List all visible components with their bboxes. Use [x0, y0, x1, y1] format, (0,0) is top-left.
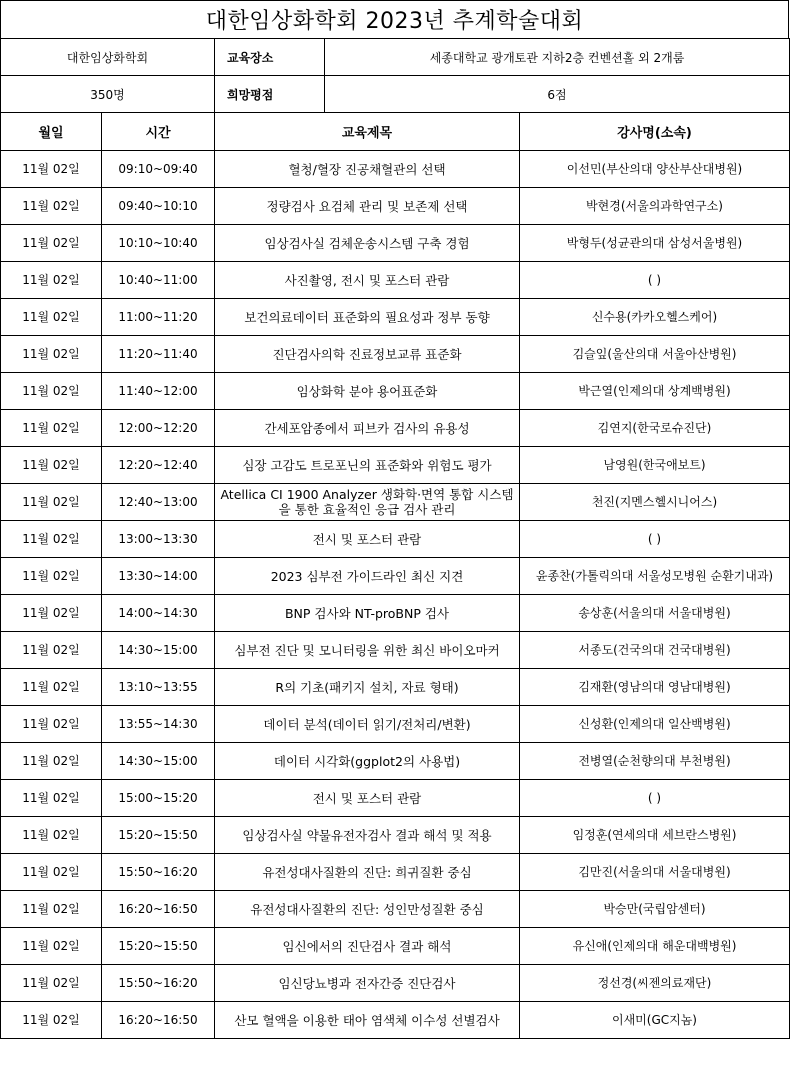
table-row: [1, 669, 790, 706]
topic-cell: 전시 및 포스터 관람: [215, 780, 520, 817]
time-cell: 14:00~14:30: [102, 595, 215, 632]
topic-cell: 임신당뇨병과 전자간증 진단검사: [215, 965, 520, 1002]
table-row: [1, 336, 790, 373]
date-cell: 11월 02일: [1, 743, 102, 780]
topic-cell: 심부전 진단 및 모니터링을 위한 최신 바이오마커: [215, 632, 520, 669]
topic-cell: 혈청/혈장 진공채혈관의 선택: [215, 151, 520, 188]
time-cell: 13:30~14:00: [102, 558, 215, 595]
table-row: [1, 595, 790, 632]
place-label: 교육장소: [215, 39, 325, 76]
date-cell: 11월 02일: [1, 632, 102, 669]
time-cell: 15:00~15:20: [102, 780, 215, 817]
speaker-cell: 서종도(건국의대 건국대병원): [520, 632, 790, 669]
schedule-header-row: [1, 113, 790, 151]
date-cell: 11월 02일: [1, 965, 102, 1002]
schedule-body: [1, 151, 790, 1039]
speaker-cell: 박승만(국립암센터): [520, 891, 790, 928]
topic-cell: 임상검사실 약물유전자검사 결과 해석 및 적용: [215, 817, 520, 854]
table-row: [1, 928, 790, 965]
time-cell: 14:30~15:00: [102, 632, 215, 669]
date-cell: 11월 02일: [1, 854, 102, 891]
table-row: [1, 262, 790, 299]
speaker-cell: 송상훈(서울의대 서울대병원): [520, 595, 790, 632]
speaker-cell: 윤종찬(가톨릭의대 서울성모병원 순환기내과): [520, 558, 790, 595]
speaker-cell: ( ): [520, 262, 790, 299]
time-cell: 10:40~11:00: [102, 262, 215, 299]
time-cell: 11:20~11:40: [102, 336, 215, 373]
table-row: [1, 891, 790, 928]
speaker-cell: 이새미(GC지놈): [520, 1002, 790, 1039]
table-row: [1, 521, 790, 558]
date-cell: 11월 02일: [1, 1002, 102, 1039]
topic-cell: 사진촬영, 전시 및 포스터 관람: [215, 262, 520, 299]
table-row: [1, 188, 790, 225]
speaker-cell: 김만진(서울의대 서울대병원): [520, 854, 790, 891]
speaker-cell: 천진(지멘스헬시니어스): [520, 484, 790, 521]
speaker-cell: 남영원(한국애보트): [520, 447, 790, 484]
time-cell: 15:20~15:50: [102, 817, 215, 854]
speaker-cell: 박근열(인제의대 상계백병원): [520, 373, 790, 410]
header-topic: 교육제목: [215, 113, 520, 151]
title-table: [0, 0, 789, 39]
topic-cell: 데이터 시각화(ggplot2의 사용법): [215, 743, 520, 780]
time-cell: 15:50~16:20: [102, 965, 215, 1002]
speaker-cell: 박형두(성균관의대 삼성서울병원): [520, 225, 790, 262]
header-time: 시간: [102, 113, 215, 151]
time-cell: 10:10~10:40: [102, 225, 215, 262]
speaker-cell: 전병열(순천향의대 부천병원): [520, 743, 790, 780]
topic-cell: 정량검사 요검체 관리 및 보존제 선택: [215, 188, 520, 225]
time-cell: 12:40~13:00: [102, 484, 215, 521]
table-row: [1, 817, 790, 854]
date-cell: 11월 02일: [1, 928, 102, 965]
time-cell: 09:10~09:40: [102, 151, 215, 188]
speaker-cell: 김연지(한국로슈진단): [520, 410, 790, 447]
table-row: [1, 410, 790, 447]
date-cell: 11월 02일: [1, 151, 102, 188]
time-cell: 16:20~16:50: [102, 891, 215, 928]
schedule-table: [0, 112, 790, 1039]
topic-cell: 보건의료데이터 표준화의 필요성과 정부 동향: [215, 299, 520, 336]
speaker-cell: 김슬잎(울산의대 서울아산병원): [520, 336, 790, 373]
date-cell: 11월 02일: [1, 410, 102, 447]
table-row: [1, 447, 790, 484]
time-cell: 09:40~10:10: [102, 188, 215, 225]
topic-cell: 임신에서의 진단검사 결과 해석: [215, 928, 520, 965]
time-cell: 12:20~12:40: [102, 447, 215, 484]
speaker-cell: 이선민(부산의대 양산부산대병원): [520, 151, 790, 188]
place-value: 세종대학교 광개토관 지하2층 컨벤션홀 외 2개룸: [325, 39, 790, 76]
time-cell: 12:00~12:20: [102, 410, 215, 447]
info-table: [0, 38, 790, 113]
table-row: [1, 706, 790, 743]
topic-cell: R의 기초(패키지 설치, 자료 형태): [215, 669, 520, 706]
topic-cell: 임상검사실 검체운송시스템 구축 경험: [215, 225, 520, 262]
time-cell: 14:30~15:00: [102, 743, 215, 780]
time-cell: 15:50~16:20: [102, 854, 215, 891]
table-row: [1, 299, 790, 336]
organizer-name: 대한임상화학회: [1, 39, 215, 76]
time-cell: 11:40~12:00: [102, 373, 215, 410]
date-cell: 11월 02일: [1, 373, 102, 410]
topic-cell: 데이터 분석(데이터 읽기/전처리/변환): [215, 706, 520, 743]
document-title: 대한임상화학회 2023년 추계학술대회: [1, 1, 789, 39]
table-row: [1, 373, 790, 410]
topic-cell: 전시 및 포스터 관람: [215, 521, 520, 558]
table-row: [1, 632, 790, 669]
speaker-cell: 임정훈(연세의대 세브란스병원): [520, 817, 790, 854]
speaker-cell: ( ): [520, 780, 790, 817]
date-cell: 11월 02일: [1, 225, 102, 262]
table-row: [1, 743, 790, 780]
speaker-cell: 신수용(카카오헬스케어): [520, 299, 790, 336]
topic-cell: 임상화학 분야 용어표준화: [215, 373, 520, 410]
topic-cell: 간세포암종에서 피브카 검사의 유용성: [215, 410, 520, 447]
speaker-cell: 신성환(인제의대 일산백병원): [520, 706, 790, 743]
speaker-cell: 박현경(서울의과학연구소): [520, 188, 790, 225]
time-cell: 15:20~15:50: [102, 928, 215, 965]
table-row: [1, 484, 790, 521]
table-row: [1, 854, 790, 891]
topic-cell: 산모 혈액을 이용한 태아 염색체 이수성 선별검사: [215, 1002, 520, 1039]
speaker-cell: 김재환(영남의대 영남대병원): [520, 669, 790, 706]
time-cell: 13:10~13:55: [102, 669, 215, 706]
date-cell: 11월 02일: [1, 447, 102, 484]
header-date: 월일: [1, 113, 102, 151]
table-row: [1, 1002, 790, 1039]
score-value: 6점: [325, 76, 790, 113]
time-cell: 11:00~11:20: [102, 299, 215, 336]
date-cell: 11월 02일: [1, 484, 102, 521]
header-speaker: 강사명(소속): [520, 113, 790, 151]
topic-cell: 유전성대사질환의 진단: 성인만성질환 중심: [215, 891, 520, 928]
date-cell: 11월 02일: [1, 188, 102, 225]
speaker-cell: 정선경(씨젠의료재단): [520, 965, 790, 1002]
topic-cell: 유전성대사질환의 진단: 희귀질환 중심: [215, 854, 520, 891]
time-cell: 13:55~14:30: [102, 706, 215, 743]
date-cell: 11월 02일: [1, 669, 102, 706]
date-cell: 11월 02일: [1, 521, 102, 558]
table-row: [1, 151, 790, 188]
speaker-cell: 유신애(인제의대 해운대백병원): [520, 928, 790, 965]
table-row: [1, 965, 790, 1002]
date-cell: 11월 02일: [1, 706, 102, 743]
date-cell: 11월 02일: [1, 558, 102, 595]
table-row: [1, 558, 790, 595]
date-cell: 11월 02일: [1, 891, 102, 928]
date-cell: 11월 02일: [1, 780, 102, 817]
date-cell: 11월 02일: [1, 595, 102, 632]
time-cell: 16:20~16:50: [102, 1002, 215, 1039]
topic-cell: 진단검사의학 진료정보교류 표준화: [215, 336, 520, 373]
topic-cell: 2023 심부전 가이드라인 최신 지견: [215, 558, 520, 595]
table-row: [1, 225, 790, 262]
time-cell: 13:00~13:30: [102, 521, 215, 558]
table-row: [1, 780, 790, 817]
date-cell: 11월 02일: [1, 336, 102, 373]
topic-cell: Atellica CI 1900 Analyzer 생화학·면역 통합 시스템을 통한 효율적인 응급 검사 관리: [215, 484, 520, 521]
date-cell: 11월 02일: [1, 817, 102, 854]
topic-cell: BNP 검사와 NT-proBNP 검사: [215, 595, 520, 632]
attendee-count: 350명: [1, 76, 215, 113]
date-cell: 11월 02일: [1, 299, 102, 336]
speaker-cell: ( ): [520, 521, 790, 558]
date-cell: 11월 02일: [1, 262, 102, 299]
score-label: 희망평점: [215, 76, 325, 113]
topic-cell: 심장 고감도 트로포닌의 표준화와 위험도 평가: [215, 447, 520, 484]
